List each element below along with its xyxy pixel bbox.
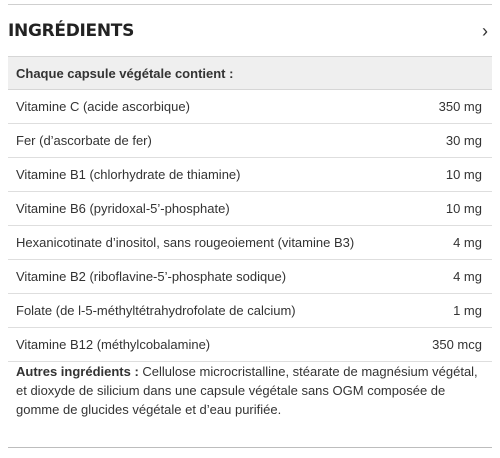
ingredient-name: Fer (d’ascorbate de fer) [16,133,152,148]
table-row [8,260,492,294]
ingredient-amount: 1 mg [453,303,482,318]
ingredient-amount: 4 mg [453,235,482,250]
ingredient-name: Vitamine B6 (pyridoxal-5’-phosphate) [16,201,230,216]
table-row [8,124,492,158]
other-ingredients-text: Cellulose microcristalline, stéarate de magnésium végétal, et dioxyde de silicium dans une capsule végétale sans OGM composée de gomme de glucides végétale et d’eau purifiée. [16,364,478,417]
table-row [8,158,492,192]
ingredient-name: Hexanicotinate d’inositol, sans rougeoiement (vitamine B3) [16,235,355,250]
ingredient-amount: 350 mcg [432,337,482,352]
bottom-divider [8,447,492,448]
ingredient-name: Vitamine B2 (riboflavine-5’-phosphate sodique) [16,269,287,284]
ingredient-name: Vitamine B1 (chlorhydrate de thiamine) [16,167,241,182]
ingredient-amount: 10 mg [445,201,482,216]
chevron-right-icon[interactable]: › [482,21,488,41]
table-row [8,226,492,260]
top-divider [8,4,492,5]
other-ingredients [16,362,480,419]
ingredient-amount: 30 mg [445,133,482,148]
ingredient-amount: 350 mg [438,99,482,114]
table-row [8,294,492,328]
table-row [8,192,492,226]
ingredient-amount: 4 mg [453,269,482,284]
other-ingredients-label: Autres ingrédients : [16,364,139,379]
section-title: INGRÉDIENTS [8,21,135,41]
ingredient-amount: 10 mg [445,167,482,182]
ingredient-name: Folate (de l-5-méthyltétrahydrofolate de calcium) [16,303,296,318]
ingredients-table [8,56,492,362]
table-row [8,90,492,124]
ingredients-accordion-header[interactable] [8,10,492,52]
ingredient-name: Vitamine B12 (méthylcobalamine) [16,337,211,352]
table-row [8,328,492,362]
table-header: Chaque capsule végétale contient : [8,56,492,90]
ingredient-name: Vitamine C (acide ascorbique) [16,99,190,114]
